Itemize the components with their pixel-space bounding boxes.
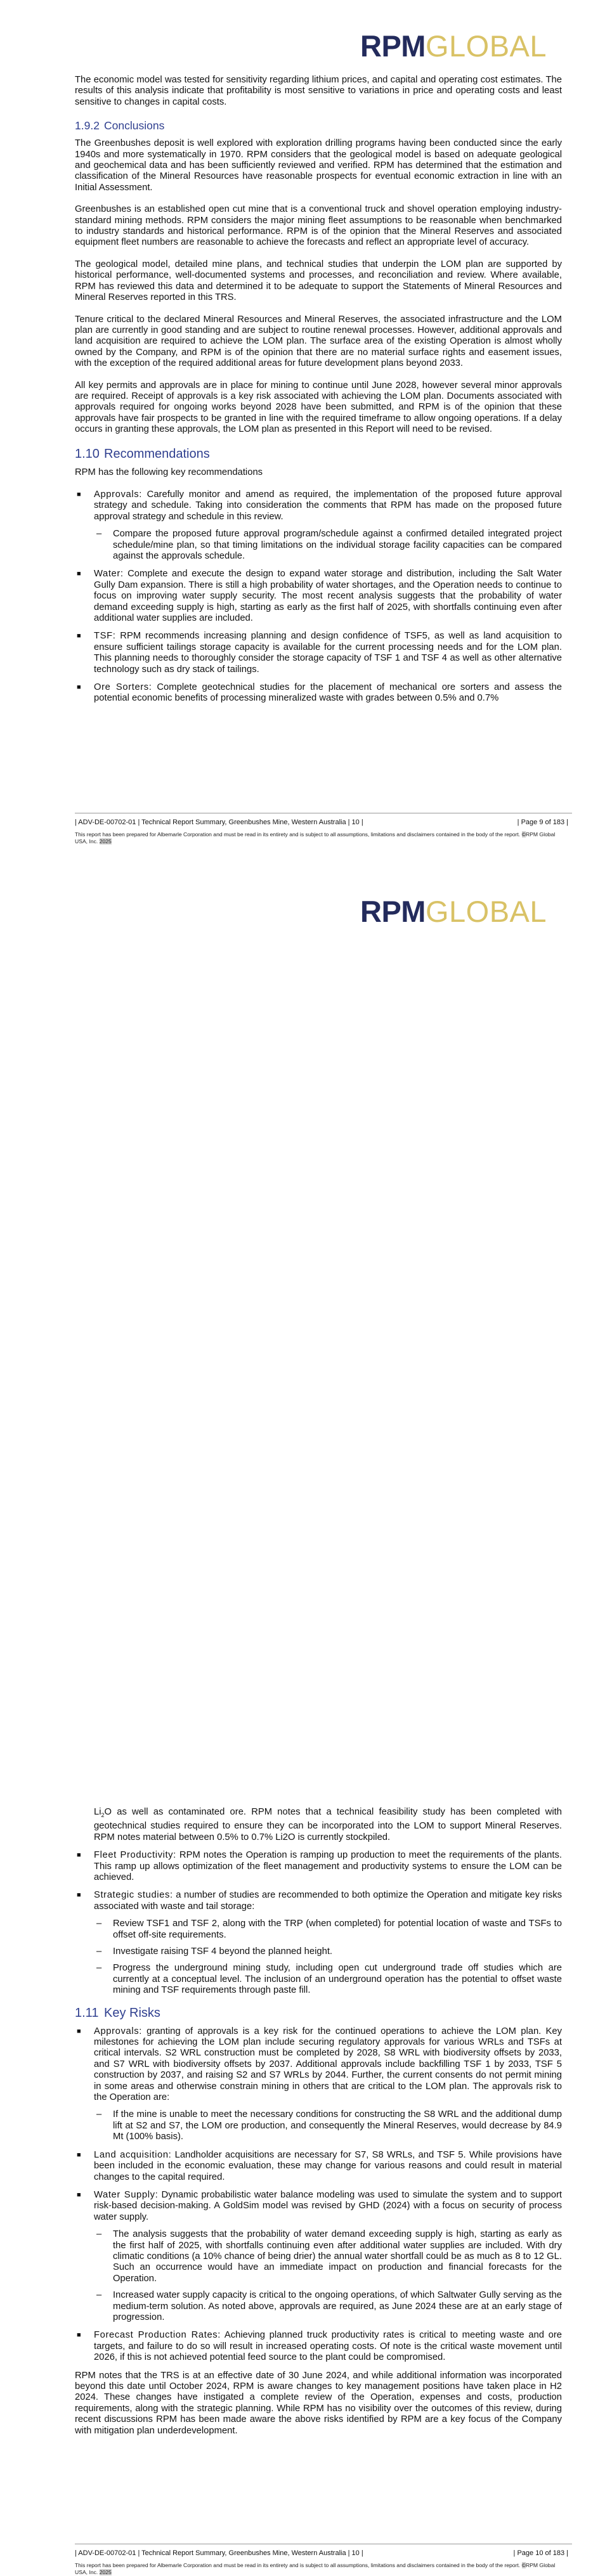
sub-item-text: Compare the proposed future approval program/schedule against a confirmed detailed integrated project schedule/mine plan, so that timing limitations on the individual storage facility capacities can be compared against the approvals schedule. — [113, 529, 562, 561]
recommendation-item — [75, 1890, 562, 1996]
sub-item — [94, 529, 562, 562]
recommendation-item — [75, 631, 562, 675]
recommendations-intro: RPM has the following key recommendations — [75, 467, 263, 477]
footer-disclaimer: This report has been prepared for Albemarle Corporation and must be read in its entirety and is subject to all assumptions, limitations and disclaimers contained in the body of the report. ©RPM Global USA, Inc. 2025 — [75, 2562, 556, 2575]
bullet-square-icon: ■ — [77, 683, 81, 692]
sub-item — [94, 1919, 562, 1941]
dash-icon: – — [96, 1946, 102, 1957]
recommendation-item — [75, 569, 562, 624]
copyright-symbol: © — [521, 2562, 526, 2568]
risk-item — [75, 2026, 562, 2143]
sub-item-text: Review TSF1 and TSF 2, along with the TRP (when completed) for potential location of waste and TSFs to offset off-site requirements. — [113, 1919, 562, 1940]
bullet-square-icon: ■ — [77, 490, 81, 498]
section-title: Conclusions — [104, 119, 165, 133]
sub-list — [94, 2229, 562, 2323]
bullet-text: Complete geotechnical studies for the placement of mechanical ore sorters and assess the potential economic benefits of processing mineralized waste with grades between 0.5% and 0.7% — [94, 682, 562, 704]
logo-global-text: GLOBAL — [425, 29, 547, 63]
bullet-text: Carefully monitor and amend as required, the implementation of the proposed future approval strategy and schedule. Taking into consideration the comments that RPM has made on the proposed future approval strategy and schedule in this review. — [94, 489, 562, 522]
section-number: 1.11 — [75, 2005, 99, 2020]
recommendations-heading — [75, 446, 562, 462]
section-number: 1.9.2 — [75, 119, 100, 133]
dash-icon: – — [96, 2109, 102, 2120]
bullet-term: Ore Sorters: — [94, 682, 152, 693]
recommendation-item — [75, 682, 562, 704]
bullet-square-icon: ■ — [77, 570, 81, 578]
sub-item — [94, 1946, 562, 1957]
risk-item — [75, 2330, 562, 2363]
bullet-term: Land acquisition: — [94, 2149, 172, 2160]
conclusions-paragraph: All key permits and approvals are in place for mining to continue until June 2028, however several minor approvals are required. Receipt of approvals is a key risk associated with achieving the LOM plan. Documents associated with approvals required for ongoing works beyond 2028 have been submitted, and RPM is of the opinion that these approvals have fair prospects to be granted in line with the required timeframe to allow ongoing operations. If a delay occurs in granting these approvals, the LOM plan as presented in this Report will need to be revised. — [75, 380, 562, 435]
page-footer — [75, 2544, 572, 2576]
sub-item-text: Progress the underground mining study, including open cut underground trade off studies which are currently at a conceptual level. The inclusion of an underground operation has the potential to offset waste mining and TSF requirements through paste fill. — [113, 1963, 562, 1996]
sub-item-text: Investigate raising TSF 4 beyond the planned height. — [113, 1946, 333, 1957]
report-page-10 — [0, 865, 612, 2575]
sub-item — [94, 1963, 562, 1996]
section-title: Key Risks — [104, 2005, 160, 2020]
bullet-term: Forecast Production Rates: — [94, 2330, 221, 2341]
bullet-text: granting of approvals is a key risk for the continued operations to achieve the LOM plan. Key milestones for achieving the LOM plan include securing regulatory approvals for various WRLs and TSFs at critical intervals. S2 WRL construction must be completed by 2028, S8 WRL with biodiversity offsets by 2033, and S7 WRL with biodiversity offsets by 2037. Additional approvals include backfilling TSF 1 by 2033, TSF 5 construction by 2037, and raising S2 and S7 WRLs by 2044. Further, the current consents do not permit mining in some areas and otherwise constrain mining in others that are critical to the LOM plan. The approvals risk to the Operation are: — [94, 2026, 562, 2103]
conclusions-heading — [75, 119, 562, 133]
recommendation-item — [75, 1850, 562, 1883]
economic-model-paragraph: The economic model was tested for sensitivity regarding lithium prices, and capital and operating cost estimates. The results of this analysis indicate that profitability is most sensitive to variations in price and operating costs and least sensitive to changes in capital costs. — [75, 75, 562, 107]
page-footer — [75, 813, 572, 845]
footer-document-info: | ADV-DE-00702-01 | Technical Report Summary, Greenbushes Mine, Western Australia | 10 | — [75, 819, 363, 826]
page-10-body — [75, 1807, 562, 2447]
bullet-square-icon: ■ — [77, 2331, 81, 2340]
bullet-text: RPM recommends increasing planning and design confidence of TSF5, as well as land acquisition to ensure sufficient tailings storage capacity is available for the current processing needs and for the LOM plan. This planning needs to thoroughly consider the storage capacity of TSF 1 and TSF 4 as well as other alternative technology such as dry stack of tailings. — [94, 631, 562, 675]
bullet-term: Strategic studies: — [94, 1890, 173, 1901]
bullet-text: Achieving planned truck productivity rates is critical to meeting waste and ore targets, and failure to do so will result in increased operating costs. Of note is the critical waste movement until 2026, if this is not achieved potential feed source to the plant could be compromised. — [94, 2330, 562, 2363]
bullet-square-icon: ■ — [77, 1891, 81, 1900]
dash-icon: – — [96, 2290, 102, 2301]
bullet-term: TSF: — [94, 631, 116, 642]
sub-item — [94, 2229, 562, 2284]
bullet-text: Complete and execute the design to expand water storage and distribution, including the Salt Water Gully Dam expansion. There is still a high probability of water shortages, and the Operation needs to continue to focus on improving water supply security. The most recent analysis suggests that the probability of water demand exceeding supply is high, starting as early as the first half of 2025, with shortfalls continuing even after additional water supplies are included. — [94, 569, 562, 624]
risk-item — [75, 2150, 562, 2183]
bullet-text: a number of studies are recommended to both optimize the Operation and mitigate key risks associated with waste and tail storage: — [94, 1890, 562, 1912]
conclusions-paragraph: The geological model, detailed mine plans, and technical studies that underpin the LOM plan are supported by historical performance, well-documented systems and processes, and reconciliation and review. Where available, RPM has reviewed this data and determined it to be adequate to support the Statements of Mineral Resources and Mineral Reserves reported in this TRS. — [75, 259, 562, 303]
logo-rpm-text: RPM — [360, 895, 426, 928]
bullet-term: Fleet Productivity: — [94, 1850, 176, 1861]
recommendations-list-continued — [75, 1850, 562, 1996]
logo-rpm-text: RPM — [360, 29, 426, 63]
bullet-term: Water Supply: — [94, 2189, 159, 2200]
footer-page-number: | Page 10 of 183 | — [513, 2549, 568, 2557]
sub-item — [94, 2109, 562, 2142]
conclusions-paragraph: The Greenbushes deposit is well explored with exploration drilling programs having been conducted since the early 1940s and more systematically in 1970. RPM considers that the geological model is based on adequate geological and geochemical data and has been sufficiently reviewed and verified. RPM has determined that the estimation and classification of the Mineral Resources have reasonable prospects for eventual economic extraction in line with an Initial Assessment. — [75, 138, 562, 193]
bullet-square-icon: ■ — [77, 2027, 81, 2035]
copyright-holder: RPM Global USA, Inc. — [75, 2562, 556, 2575]
bullet-square-icon: ■ — [77, 2191, 81, 2199]
copyright-holder: RPM Global USA, Inc. — [75, 831, 556, 845]
key-risks-list — [75, 2026, 562, 2364]
footer-disclaimer: This report has been prepared for Albemarle Corporation and must be read in its entirety and is subject to all assumptions, limitations and disclaimers contained in the body of the report. ©RPM Global USA, Inc. 2025 — [75, 831, 556, 845]
sub-list — [94, 1919, 562, 1996]
bullet-square-icon: ■ — [77, 1851, 81, 1860]
bullet-term: Approvals: — [94, 2026, 142, 2036]
copyright-symbol: © — [521, 831, 526, 838]
copyright-year: 2025 — [99, 838, 112, 845]
conclusions-paragraph: Greenbushes is an established open cut mine that is a conventional truck and shovel operation employing industry-standard mining methods. RPM considers the major mining fleet assumptions to be reasonable when benchmarked to industry standards and historical performance. RPM is of the opinion that the Mineral Reserves and associated equipment fleet numbers are reasonable to achieve the forecasts and reflect an appropriate level of accuracy. — [75, 204, 562, 248]
key-risks-closing-paragraph: RPM notes that the TRS is at an effective date of 30 June 2024, and while additional information was incorporated beyond this date until October 2024, RPM is aware changes to key management positions have taken place in H2 2024. These changes have instigated a complete review of the Operation, expenses and costs, production requirements, along with the strategic planning. While RPM has no visibility over the outcomes of this review, during recent discussions RPM has been made aware the above risks identified by RPM are a key focus of the Company with mitigation plan underdevelopment. — [75, 2370, 562, 2436]
conclusions-paragraph: Tenure critical to the declared Mineral Resources and Mineral Reserves, the associated infrastructure and the LOM plan are currently in good standing and are subject to routine renewal processes. However, additional approvals and land acquisition are required to achieve the LOM plan. The surface area of the existing Operation is almost wholly owned by the Company, and RPM is of the opinion that there are no material surface rights and easement issues, with the exception of the required additional areas for future development plans beyond 2033. — [75, 314, 562, 369]
section-title: Recommendations — [104, 446, 210, 461]
dash-icon: – — [96, 1963, 102, 1974]
bullet-text: Dynamic probabilistic water balance modeling was used to simulate the system and to support risk-based decision-making. A GoldSim model was revised by GHD (2024) with a focus on security of process water supply. — [94, 2189, 562, 2222]
recommendations-list — [75, 489, 562, 704]
rpm-global-logo — [360, 896, 547, 928]
footer-page-number: | Page 9 of 183 | — [517, 819, 568, 826]
copyright-year: 2025 — [99, 2569, 112, 2575]
rpm-global-logo — [360, 30, 547, 62]
section-number: 1.10 — [75, 446, 100, 461]
risk-item — [75, 2190, 562, 2323]
sub-item-text: The analysis suggests that the probability of water demand exceeding supply is high, starting as early as the first half of 2025, with shortfalls continuing even after additional water supplies are included. With dry climatic conditions (a 10% chance of being drier) the annual water shortfall could be as much as 8 to 12 GL. Such an occurrence would have an immediate impact on production and financial forecasts for the Operation. — [113, 2229, 562, 2284]
bullet-square-icon: ■ — [77, 632, 81, 640]
recommendation-item — [75, 489, 562, 562]
bullet-text: Landholder acquisitions are necessary for S7, S8 WRLs, and TSF 5. While provisions have been included in the economic evaluation, these may change for various reasons and could result in material changes to the capital required. — [94, 2149, 562, 2182]
bullet-square-icon: ■ — [77, 2151, 81, 2159]
footer-document-info: | ADV-DE-00702-01 | Technical Report Summary, Greenbushes Mine, Western Australia | 10 | — [75, 2549, 363, 2557]
sub-item — [94, 2290, 562, 2323]
bullet-text: RPM notes the Operation is ramping up production to meet the requirements of the plants. This ramp up allows optimization of the fleet management and productivity systems to ensure the LOM can be achieved. — [94, 1850, 562, 1882]
bullet-term: Water: — [94, 569, 124, 579]
ore-sorters-continuation: $Li_2O$ as well as contaminated ore. RPM notes that a technical feasibility study has been completed with geotechnical studies required to ensure they can be incorporated into the LOM to support Mineral Reserves. RPM notes material between 0.5% to 0.7% Li2O is currently stockpiled. — [94, 1807, 562, 1842]
report-page-9 — [0, 0, 612, 865]
dash-icon: – — [96, 1919, 102, 1929]
bullet-term: Approvals: — [94, 489, 142, 500]
dash-icon: – — [96, 2229, 102, 2240]
logo-global-text: GLOBAL — [425, 895, 547, 928]
key-risks-heading — [75, 2005, 562, 2021]
sub-list — [94, 2109, 562, 2142]
sub-list — [94, 529, 562, 562]
sub-item-text: Increased water supply capacity is critical to the ongoing operations, of which Saltwater Gully serving as the medium-term solution. As noted above, approvals are required, as June 2024 these are at an early stage of progression. — [113, 2290, 562, 2322]
dash-icon: – — [96, 529, 102, 540]
page-9-body — [75, 75, 562, 711]
sub-item-text: If the mine is unable to meet the necessary conditions for constructing the S8 WRL and the additional dump lift at S2 and S7, the LOM ore production, and consequently the Mineral Reserves, would decrease by 84.9 Mt (100% basis). — [113, 2109, 562, 2142]
